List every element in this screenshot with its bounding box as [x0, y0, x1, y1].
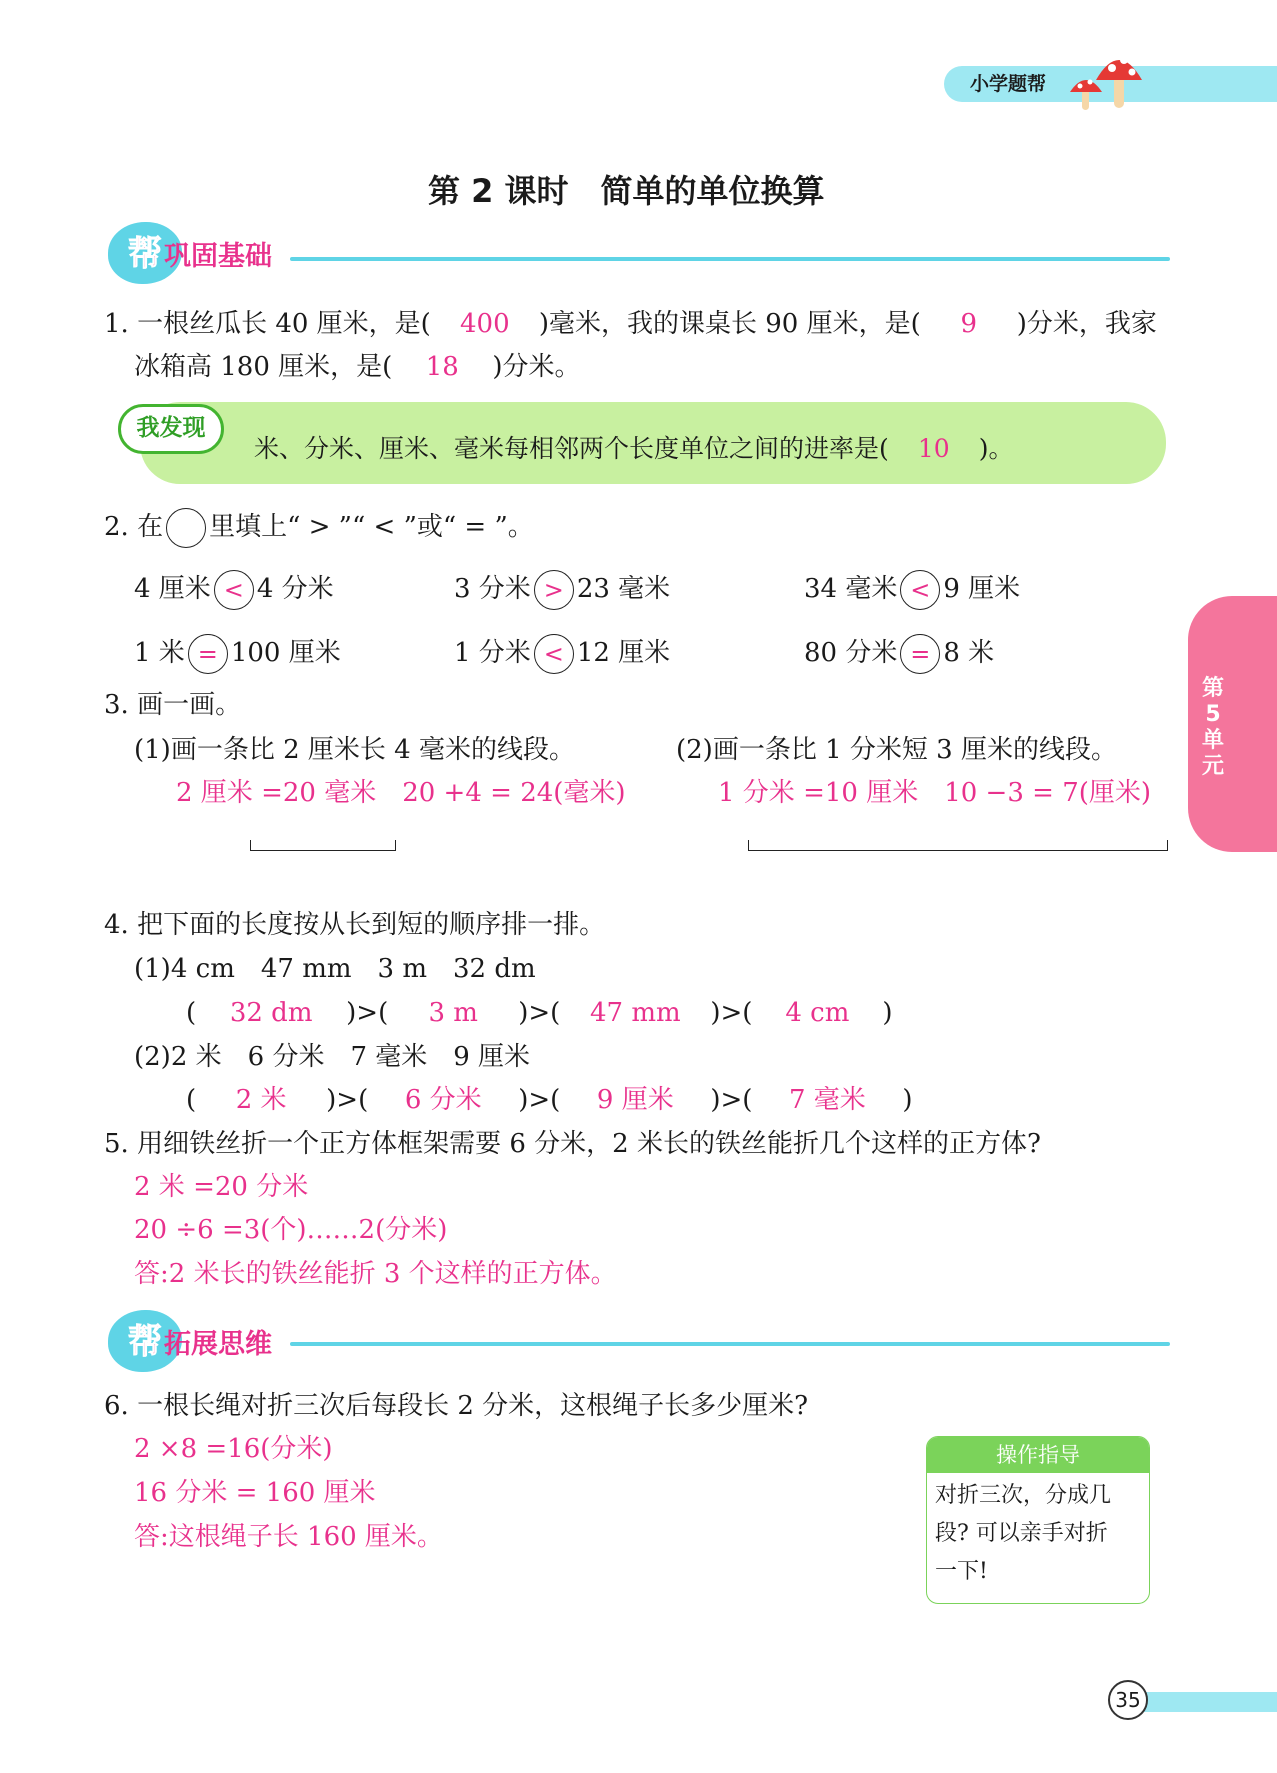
footer-bar	[1132, 1692, 1277, 1712]
q5-line-2: 20 ÷6 =3(个)……2(分米)	[134, 1215, 448, 1245]
q3-sub1: (1)画一条比 2 厘米长 4 毫米的线段。	[134, 735, 575, 765]
q4-answer: 47 mm	[589, 998, 681, 1028]
q2-suffix: 里填上“ > ”“ < ”或“ = ”。	[209, 512, 534, 542]
guide-box	[926, 1436, 1150, 1604]
q3-sub2: (2)画一条比 1 分米短 3 厘米的线段。	[676, 735, 1117, 765]
q4-answer: 32 dm	[229, 998, 313, 1028]
q1-text-4: 冰箱高 180 厘米，是(	[134, 352, 393, 382]
q4-paren: )>(	[346, 998, 389, 1028]
side-tab-label	[1198, 676, 1228, 780]
q2-left: 4 厘米	[134, 574, 211, 604]
section-basic-char: 帮	[128, 234, 162, 274]
q4-answer: 3 m	[428, 998, 478, 1028]
q4-answer-row-2	[186, 1083, 913, 1117]
q2-sign: <	[534, 634, 574, 674]
q4-paren: )>(	[710, 998, 753, 1028]
q3-title: 3. 画一画。	[104, 690, 242, 720]
side-tab-char-1: 第	[1201, 676, 1224, 701]
guide-title: 操作指导	[927, 1437, 1149, 1473]
q4-title: 4. 把下面的长度按从长到短的顺序排一排。	[104, 910, 606, 940]
q2-item-1-2	[804, 634, 994, 674]
q2-sign: >	[534, 570, 574, 610]
q4-answer: 4 cm	[785, 998, 850, 1028]
q5-title: 5. 用细铁丝折一个正方体框架需要 6 分米，2 米长的铁丝能折几个这样的正方体?	[104, 1129, 1041, 1159]
q1-text-3: )分米，我家	[1016, 309, 1157, 339]
q2-right: 8 米	[943, 638, 995, 668]
q2-item-0-2	[804, 570, 1020, 610]
q2-prefix: 2. 在	[104, 512, 164, 542]
q1-text-2: )毫米，我的课桌长 90 厘米，是(	[538, 309, 921, 339]
q2-sign: =	[188, 634, 228, 674]
q2-sign: =	[900, 634, 940, 674]
q5-line-3: 答:2 米长的铁丝能折 3 个这样的正方体。	[134, 1259, 617, 1289]
q4-sub1: (1)4 cm 47 mm 3 m 32 dm	[134, 954, 536, 984]
q4-answer: 7 毫米	[788, 1085, 866, 1115]
section-basic-header	[108, 222, 288, 284]
q2-circle-icon	[166, 508, 206, 548]
page-number: 35	[1108, 1680, 1148, 1720]
discover-badge-label: 我发现	[136, 415, 206, 441]
side-tab-char-4: 元	[1201, 754, 1224, 779]
q5-line-1: 2 米 =20 分米	[134, 1172, 309, 1202]
q2-left: 1 分米	[454, 638, 531, 668]
header-brand: 小学题帮	[970, 73, 1047, 95]
q4-paren: )>(	[326, 1085, 369, 1115]
q4-sub2: (2)2 米 6 分米 7 毫米 9 厘米	[134, 1042, 531, 1072]
guide-line-3: 一下!	[935, 1559, 988, 1584]
discover-question: 米、分米、厘米、毫米每相邻两个长度单位之间的进率是(	[254, 434, 889, 463]
section-extend-rule	[290, 1342, 1170, 1346]
section-extend-header	[108, 1310, 288, 1372]
q2-left: 3 分米	[454, 574, 531, 604]
q4-paren: )>(	[518, 998, 561, 1028]
q4-answer: 9 厘米	[596, 1085, 674, 1115]
q1-answer-3: 18	[425, 352, 459, 382]
q4-paren: (	[186, 1085, 197, 1115]
q2-item-1-0	[134, 634, 341, 674]
q2-sign: <	[214, 570, 254, 610]
q3-segment-1	[250, 840, 396, 851]
q2-right: 9 厘米	[943, 574, 1021, 604]
q1-text-5: )分米。	[492, 352, 581, 382]
q1-answer-2: 9	[960, 309, 978, 339]
q3-answer-1: 2 厘米 =20 毫米 20 +4 = 24(毫米)	[176, 778, 626, 808]
q4-paren: )>(	[518, 1085, 561, 1115]
section-basic-rule	[290, 257, 1170, 261]
q3-segment-2	[748, 840, 1168, 851]
mushroom-icon	[1062, 44, 1152, 114]
q4-answer-row-1	[186, 996, 893, 1030]
q1-text-1: 1. 一根丝瓜长 40 厘米，是(	[104, 309, 431, 339]
guide-line-1: 对折三次，分成几	[935, 1483, 1112, 1508]
side-tab-char-2: 5	[1205, 702, 1221, 727]
discover-answer: 10	[917, 434, 950, 463]
q4-paren: (	[186, 998, 197, 1028]
q2-item-0-1	[454, 570, 670, 610]
q2-right: 100 厘米	[230, 638, 341, 668]
section-basic-text: 巩固基础	[164, 241, 272, 272]
q4-paren: )	[882, 998, 893, 1028]
q1-line1	[104, 307, 1157, 341]
q2-left: 1 米	[134, 638, 185, 668]
q4-paren: )	[902, 1085, 913, 1115]
q6-title: 6. 一根长绳对折三次后每段长 2 分米，这根绳子长多少厘米?	[104, 1391, 809, 1421]
q2-sign: <	[900, 570, 940, 610]
q2-right: 23 毫米	[576, 574, 671, 604]
q4-answer: 2 米	[235, 1085, 287, 1115]
q3-answer-2: 1 分米 =10 厘米 10 −3 = 7(厘米)	[718, 778, 1152, 808]
q6-line-1: 2 ×8 =16(分米)	[134, 1434, 333, 1464]
q2-left: 80 分米	[804, 638, 898, 668]
discover-text	[254, 432, 1014, 466]
section-extend-text: 拓展思维	[164, 1329, 272, 1360]
q2-item-1-1	[454, 634, 670, 674]
side-tab-char-3: 单	[1201, 728, 1224, 753]
q2-left: 34 毫米	[804, 574, 898, 604]
q6-line-3: 答:这根绳子长 160 厘米。	[134, 1522, 443, 1552]
q2-right: 4 分米	[256, 574, 334, 604]
q2-right: 12 厘米	[576, 638, 671, 668]
discover-tail: )。	[978, 434, 1014, 463]
q6-line-2: 16 分米 = 160 厘米	[134, 1478, 376, 1508]
q1-line2	[134, 350, 580, 384]
q4-paren: )>(	[710, 1085, 753, 1115]
q4-answer: 6 分米	[404, 1085, 482, 1115]
page-title: 第 2 课时 简单的单位换算	[428, 172, 825, 210]
q2-title	[104, 508, 534, 548]
q1-answer-1: 400	[460, 309, 510, 339]
discover-badge	[118, 404, 224, 454]
section-extend-char: 帮	[128, 1322, 162, 1362]
guide-line-2: 段? 可以亲手对折	[935, 1521, 1108, 1546]
q2-item-0-0	[134, 570, 334, 610]
